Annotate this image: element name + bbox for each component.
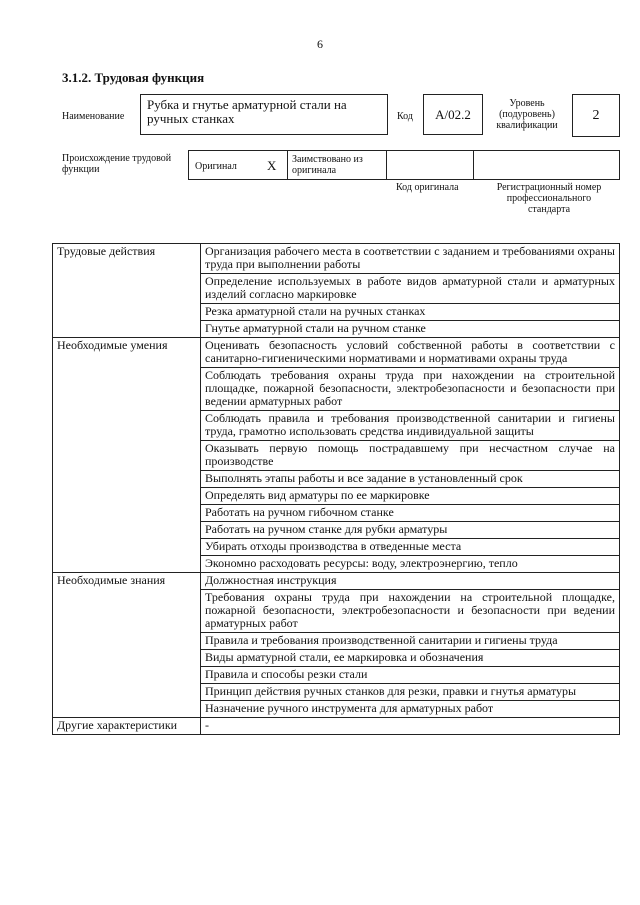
table-cell: Назначение ручного инструмента для арматурных работ [201, 701, 620, 718]
origin-original-cell [189, 151, 288, 179]
table-cell: Принцип действия ручных станков для резки, правки и гнутья арматуры [201, 684, 620, 701]
table-cell: Определение используемых в работе видов арматурной стали и арматурных изделий согласно маркировке [201, 274, 620, 304]
original-label: Оригинал [195, 161, 237, 172]
table-cell: Резка арматурной стали на ручных станках [201, 304, 620, 321]
table-row [53, 573, 620, 590]
skills-label: Необходимые умения [53, 338, 201, 573]
table-cell: Требования охраны труда при нахождении на строительной площадке, пожарной безопасности, электробезопасности и безопасности при ведении арматурных работ [201, 590, 620, 633]
table-cell: Соблюдать правила и требования производственной санитарии и гигиены труда, грамотно использовать средства индивидуальной защиты [201, 411, 620, 441]
table-cell: Правила и способы резки стали [201, 667, 620, 684]
labor-function-table [52, 243, 620, 735]
name-value: Рубка и гнутье арматурной стали на ручных станках [147, 97, 347, 126]
origin-borrowed-cell [288, 151, 387, 179]
table-row [53, 244, 620, 274]
origin-label: Происхождение трудовой функции [62, 153, 172, 175]
table-cell: Виды арматурной стали, ее маркировка и обозначения [201, 650, 620, 667]
table-cell: Убирать отходы производства в отведенные места [201, 539, 620, 556]
page-number: 6 [317, 37, 323, 51]
table-cell: Работать на ручном станке для рубки арматуры [201, 522, 620, 539]
table-cell: Работать на ручном гибочном станке [201, 505, 620, 522]
origin-reg-cell [474, 151, 619, 179]
table-cell: - [201, 718, 620, 735]
origin-row [188, 150, 620, 180]
section-title: 3.1.2. Трудовая функция [62, 70, 205, 85]
original-mark: X [267, 158, 277, 173]
table-row [53, 338, 620, 368]
table-cell: Оказывать первую помощь пострадавшему при несчастном случае на производстве [201, 441, 620, 471]
code-label: Код [397, 111, 413, 122]
knowledge-label: Необходимые знания [53, 573, 201, 718]
name-label: Наименование [62, 111, 125, 122]
table-cell: Должностная инструкция [201, 573, 620, 590]
table-cell: Организация рабочего места в соответствии с заданием и требованиями охраны труда при выполнении работы [201, 244, 620, 274]
table-cell: Гнутье арматурной стали на ручном станке [201, 321, 620, 338]
reg-number-label: Регистрационный номер профессионального стандарта [496, 182, 602, 215]
table-cell: Выполнять этапы работы и все задание в установленный срок [201, 471, 620, 488]
code-value-box [423, 94, 483, 135]
table-cell: Экономно расходовать ресурсы: воду, электроэнергию, тепло [201, 556, 620, 573]
table-cell: Правила и требования производственной санитарии и гигиены труда [201, 633, 620, 650]
table-cell: Оценивать безопасность условий собственной работы в соответствии с санитарно-гигиеническими нормативами и нормативами охраны труда [201, 338, 620, 368]
borrowed-label: Заимствовано из оригинала [292, 154, 363, 176]
other-label: Другие характеристики [53, 718, 201, 735]
labor-actions-label: Трудовые действия [53, 244, 201, 338]
level-label: Уровень (подуровень) квалификации [496, 98, 558, 131]
name-value-box [140, 94, 388, 135]
code-original-label: Код оригинала [396, 182, 459, 193]
table-row [53, 718, 620, 735]
level-value-box [572, 94, 620, 137]
origin-code-cell [387, 151, 474, 179]
table-cell: Соблюдать требования охраны труда при нахождении на строительной площадке, пожарной безопасности, электробезопасности и безопасности при ведении арматурных работ [201, 368, 620, 411]
code-value: А/02.2 [435, 106, 471, 122]
level-value: 2 [592, 107, 600, 123]
table-cell: Определять вид арматуры по ее маркировке [201, 488, 620, 505]
